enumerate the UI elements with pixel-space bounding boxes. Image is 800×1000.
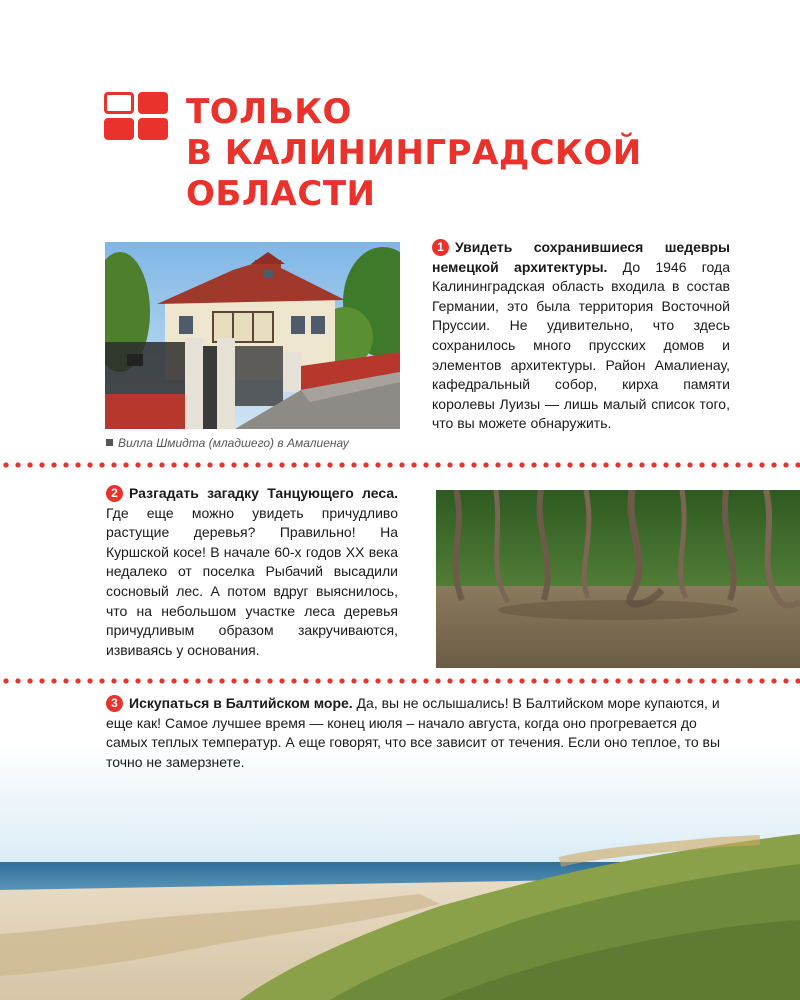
item-heading: Искупаться в Балтийском море. [129, 695, 353, 711]
item-text: Где еще можно увидеть причудливо растущие деревья? Правильно! На Куршской косе! В начале 60-х годов XX века недалеко от поселка Рыбачий высадили сосновый лес. А потом вдруг выяснилось, что на небольшом участке леса деревья причудливым образом закручиваются, извиваясь у основания. [106, 504, 398, 658]
title-line: ОБЛАСТИ [186, 174, 376, 214]
logo-cell [138, 92, 168, 114]
page-title [186, 92, 642, 215]
item-number-badge: 1 [432, 239, 449, 256]
item-heading: Увидеть сохранившиеся шедевры немецкой архитектуры. [432, 239, 730, 275]
item-number-badge: 3 [106, 695, 123, 712]
caption-marker-icon [106, 439, 113, 446]
item-3 [106, 694, 730, 772]
dotted-divider [0, 678, 800, 684]
section-logo-icon [104, 92, 168, 140]
logo-cell [104, 118, 134, 140]
dotted-divider [0, 462, 800, 468]
item-number-badge: 2 [106, 485, 123, 502]
item-1 [432, 238, 730, 434]
title-line: В КАЛИНИНГРАДСКОЙ [186, 133, 642, 173]
item-2 [106, 484, 398, 660]
logo-cell [104, 92, 134, 114]
caption-text: Вилла Шмидта (младшего) в Амалиенау [118, 436, 349, 450]
item-heading: Разгадать загадку Танцующего леса. [129, 485, 398, 501]
photo-caption [106, 436, 349, 450]
logo-cell [138, 118, 168, 140]
villa-photo [105, 242, 400, 429]
title-line: ТОЛЬКО [186, 92, 352, 132]
item-text: До 1946 года Калининградская область входила в состав Германии, это была территория Восточной Пруссии. Не удивительно, что здесь сохранилось много прусских домов и элементов архитектуры. Район Амалиенау, кафедральный собор, кирха памяти королевы Луизы — лишь малый список того, что вы можете обнаружить. [432, 258, 730, 432]
baltic-sea-photo [0, 744, 800, 1000]
forest-photo [436, 490, 800, 668]
item-text: Да, вы не ослышались! В Балтийском море купаются, и еще как! Самое лучшее время — конец июля – начало августа, когда оно прогревается до самых теплых температур. А еще говорят, что все зависит от течения. Если оно теплое, то вы точно не замерзнете. [106, 695, 721, 770]
